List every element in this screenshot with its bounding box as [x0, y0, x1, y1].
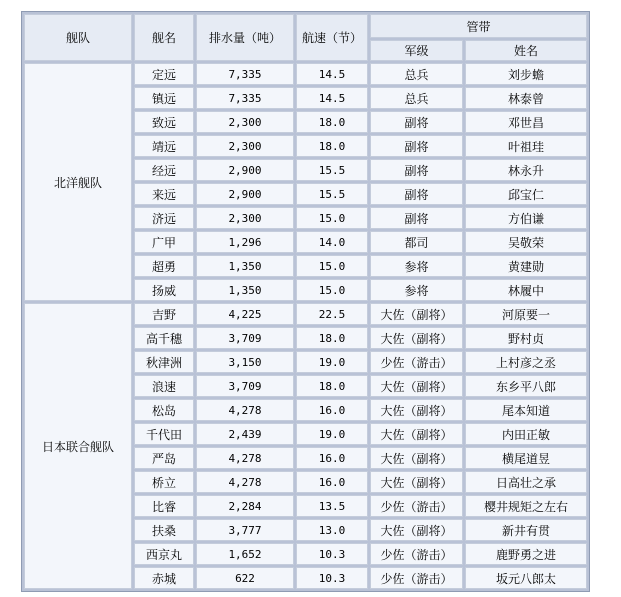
displacement-cell: 2,439 — [196, 423, 294, 445]
displacement-cell: 2,300 — [196, 111, 294, 133]
commander-name-cell: 鹿野勇之进 — [465, 543, 587, 565]
rank-cell: 少佐（游击） — [370, 351, 463, 373]
speed-cell: 19.0 — [296, 423, 368, 445]
ship-name-cell: 浪速 — [134, 375, 194, 397]
speed-cell: 22.5 — [296, 303, 368, 325]
ship-name-cell: 济远 — [134, 207, 194, 229]
speed-cell: 10.3 — [296, 543, 368, 565]
ship-name-cell: 超勇 — [134, 255, 194, 277]
ship-name-cell: 高千穗 — [134, 327, 194, 349]
rank-cell: 副将 — [370, 159, 463, 181]
header-fleet: 舰队 — [24, 14, 132, 61]
displacement-cell: 2,300 — [196, 207, 294, 229]
displacement-cell: 1,350 — [196, 255, 294, 277]
fleet-table — [21, 11, 590, 592]
commander-name-cell: 樱井规矩之左右 — [465, 495, 587, 517]
commander-name-cell: 河原要一 — [465, 303, 587, 325]
rank-cell: 参将 — [370, 255, 463, 277]
commander-name-cell: 林履中 — [465, 279, 587, 301]
ship-name-cell: 经远 — [134, 159, 194, 181]
rank-cell: 大佐（副将） — [370, 399, 463, 421]
rank-cell: 总兵 — [370, 87, 463, 109]
displacement-cell: 1,296 — [196, 231, 294, 253]
commander-name-cell: 邓世昌 — [465, 111, 587, 133]
speed-cell: 14.5 — [296, 87, 368, 109]
commander-name-cell: 黄建勋 — [465, 255, 587, 277]
header-displacement: 排水量（吨） — [196, 14, 294, 61]
rank-cell: 都司 — [370, 231, 463, 253]
displacement-cell: 4,225 — [196, 303, 294, 325]
speed-cell: 15.0 — [296, 255, 368, 277]
commander-name-cell: 东乡平八郎 — [465, 375, 587, 397]
speed-cell: 16.0 — [296, 399, 368, 421]
displacement-cell: 3,150 — [196, 351, 294, 373]
speed-cell: 18.0 — [296, 375, 368, 397]
fleet-name-cell: 北洋舰队 — [24, 63, 132, 301]
header-commander: 管带 — [370, 14, 587, 38]
speed-cell: 14.5 — [296, 63, 368, 85]
speed-cell: 16.0 — [296, 471, 368, 493]
displacement-cell: 2,900 — [196, 183, 294, 205]
displacement-cell: 3,709 — [196, 327, 294, 349]
rank-cell: 参将 — [370, 279, 463, 301]
commander-name-cell: 坂元八郎太 — [465, 567, 587, 589]
ship-name-cell: 秋津洲 — [134, 351, 194, 373]
speed-cell: 15.0 — [296, 279, 368, 301]
rank-cell: 大佐（副将） — [370, 423, 463, 445]
rank-cell: 副将 — [370, 135, 463, 157]
rank-cell: 副将 — [370, 111, 463, 133]
ship-name-cell: 扶桑 — [134, 519, 194, 541]
speed-cell: 15.0 — [296, 207, 368, 229]
rank-cell: 副将 — [370, 207, 463, 229]
rank-cell: 大佐（副将） — [370, 519, 463, 541]
ship-name-cell: 吉野 — [134, 303, 194, 325]
displacement-cell: 2,300 — [196, 135, 294, 157]
table-row — [24, 303, 587, 325]
speed-cell: 18.0 — [296, 135, 368, 157]
table-row — [24, 63, 587, 85]
displacement-cell: 3,777 — [196, 519, 294, 541]
header-name: 姓名 — [465, 40, 587, 61]
commander-name-cell: 上村彦之丞 — [465, 351, 587, 373]
ship-name-cell: 松岛 — [134, 399, 194, 421]
speed-cell: 18.0 — [296, 327, 368, 349]
ship-name-cell: 镇远 — [134, 87, 194, 109]
rank-cell: 大佐（副将） — [370, 375, 463, 397]
displacement-cell: 2,284 — [196, 495, 294, 517]
header-ship: 舰名 — [134, 14, 194, 61]
commander-name-cell: 叶祖珪 — [465, 135, 587, 157]
commander-name-cell: 吴敬荣 — [465, 231, 587, 253]
table-body — [24, 63, 587, 589]
displacement-cell: 622 — [196, 567, 294, 589]
commander-name-cell: 林永升 — [465, 159, 587, 181]
displacement-cell: 4,278 — [196, 471, 294, 493]
ship-name-cell: 广甲 — [134, 231, 194, 253]
ship-name-cell: 比睿 — [134, 495, 194, 517]
commander-name-cell: 邱宝仁 — [465, 183, 587, 205]
speed-cell: 18.0 — [296, 111, 368, 133]
displacement-cell: 4,278 — [196, 399, 294, 421]
commander-name-cell: 新井有贯 — [465, 519, 587, 541]
rank-cell: 大佐（副将） — [370, 447, 463, 469]
commander-name-cell: 横尾道昱 — [465, 447, 587, 469]
ship-name-cell: 定远 — [134, 63, 194, 85]
ship-name-cell: 西京丸 — [134, 543, 194, 565]
ship-name-cell: 桥立 — [134, 471, 194, 493]
commander-name-cell: 尾本知道 — [465, 399, 587, 421]
ship-name-cell: 赤城 — [134, 567, 194, 589]
rank-cell: 少佐（游击） — [370, 567, 463, 589]
rank-cell: 少佐（游击） — [370, 495, 463, 517]
commander-name-cell: 方伯谦 — [465, 207, 587, 229]
ship-name-cell: 严岛 — [134, 447, 194, 469]
ship-name-cell: 致远 — [134, 111, 194, 133]
header-rank: 军级 — [370, 40, 463, 61]
rank-cell: 少佐（游击） — [370, 543, 463, 565]
rank-cell: 大佐（副将） — [370, 471, 463, 493]
speed-cell: 13.0 — [296, 519, 368, 541]
displacement-cell: 4,278 — [196, 447, 294, 469]
commander-name-cell: 林泰曾 — [465, 87, 587, 109]
fleet-name-cell: 日本联合舰队 — [24, 303, 132, 589]
commander-name-cell: 内田正敏 — [465, 423, 587, 445]
speed-cell: 10.3 — [296, 567, 368, 589]
rank-cell: 大佐（副将） — [370, 327, 463, 349]
ship-name-cell: 千代田 — [134, 423, 194, 445]
table-header — [24, 14, 587, 61]
speed-cell: 19.0 — [296, 351, 368, 373]
commander-name-cell: 野村贞 — [465, 327, 587, 349]
displacement-cell: 2,900 — [196, 159, 294, 181]
speed-cell: 13.5 — [296, 495, 368, 517]
displacement-cell: 7,335 — [196, 63, 294, 85]
ship-name-cell: 靖远 — [134, 135, 194, 157]
commander-name-cell: 日高壮之承 — [465, 471, 587, 493]
rank-cell: 副将 — [370, 183, 463, 205]
speed-cell: 14.0 — [296, 231, 368, 253]
ship-name-cell: 扬威 — [134, 279, 194, 301]
speed-cell: 15.5 — [296, 159, 368, 181]
displacement-cell: 1,350 — [196, 279, 294, 301]
header-speed: 航速（节） — [296, 14, 368, 61]
rank-cell: 总兵 — [370, 63, 463, 85]
ship-name-cell: 来远 — [134, 183, 194, 205]
displacement-cell: 7,335 — [196, 87, 294, 109]
displacement-cell: 3,709 — [196, 375, 294, 397]
speed-cell: 15.5 — [296, 183, 368, 205]
commander-name-cell: 刘步蟾 — [465, 63, 587, 85]
rank-cell: 大佐（副将） — [370, 303, 463, 325]
speed-cell: 16.0 — [296, 447, 368, 469]
displacement-cell: 1,652 — [196, 543, 294, 565]
